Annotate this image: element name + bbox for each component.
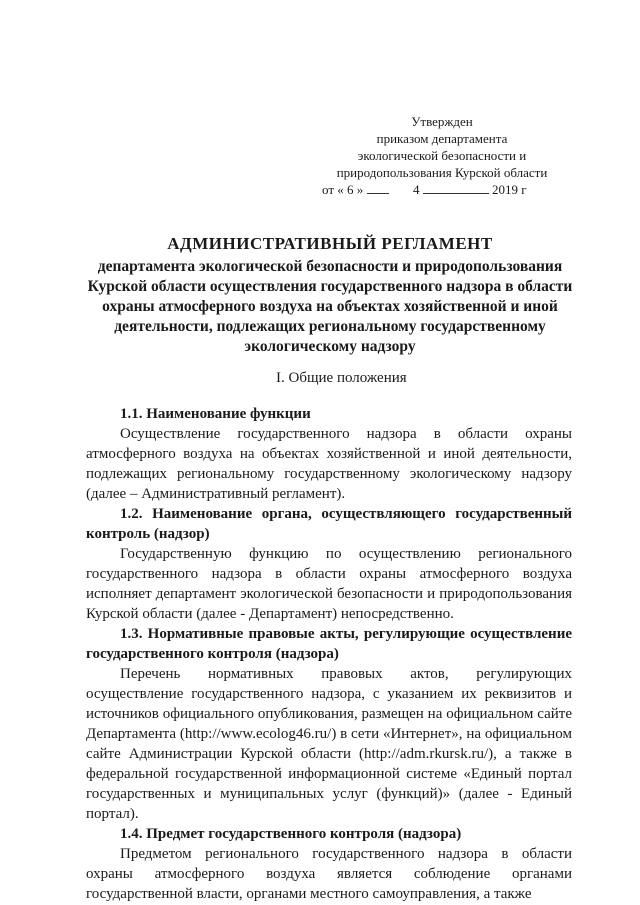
subsection-1-4: [86, 824, 572, 904]
subsection-1-2: [86, 504, 572, 624]
approval-date: [322, 181, 562, 198]
date-prefix: от: [322, 182, 335, 197]
subsection-heading: 1.2. Наименование органа, осуществляющего государственный контроль (надзор): [86, 506, 572, 542]
subsection-text: Государственную функцию по осуществлению регионального государственного надзора в области охраны атмосферного воздуха исполняет департамент экологической безопасности и природопользования Курской области (далее - Департамент) непосредственно.: [86, 546, 572, 622]
approval-line: экологической безопасности и: [357, 148, 527, 163]
date-gap: [392, 182, 410, 194]
date-blank: [367, 181, 389, 194]
document-title-block: [70, 233, 590, 357]
subsection-text: Перечень нормативных правовых актов, регулирующих осуществление государственного надзора, с указанием их реквизитов и источников официального опубликования, размещен на официальном сайте Департамента (http://www.ecolog46.ru/) в сети «Интернет», на официальном сайте Администрации Курской области (http://adm.rkursk.ru/), а также в федеральной государственной информационной системе «Единый портал государственных и муниципальных услуг (функций)» (далее - Единый портал).: [86, 666, 572, 822]
section-heading: I. Общие положения: [276, 370, 407, 386]
document-subtitle: департамента экологической безопасности и природопользования Курской области осуществления государственного надзора в области охраны атмосферного воздуха на объектах хозяйственной и иной деятельности, подлежащих региональному государственному экологическому надзору: [87, 258, 573, 355]
subsection-1-3: [86, 624, 572, 824]
date-blank: [423, 181, 489, 194]
approval-line: приказом департамента: [376, 131, 508, 146]
document-body: [86, 404, 572, 904]
subsection-heading: 1.4. Предмет государственного контроля (надзора): [120, 826, 462, 842]
subsection-text: Предметом регионального государственного надзора в области охраны атмосферного воздуха является соблюдение органами государственной власти, органами местного самоуправления, а также: [86, 846, 572, 902]
date-number: 4: [413, 182, 420, 197]
document-title: АДМИНИСТРАТИВНЫЙ РЕГЛАМЕНТ: [167, 234, 493, 253]
subsection-heading: 1.1. Наименование функции: [120, 406, 311, 422]
date-year: 2019 г: [492, 182, 527, 197]
approval-line: Утвержден: [411, 114, 473, 129]
subsection-text: Осуществление государственного надзора в области охраны атмосферного воздуха на объектах хозяйственной и иной деятельности, подлежащих региональному государственному экологическому надзору (далее – Административный регламент).: [86, 426, 572, 502]
approval-stamp: [322, 113, 562, 198]
subsection-1-1: [86, 404, 572, 504]
subsection-heading: 1.3. Нормативные правовые акты, регулирующие осуществление государственного контроля (надзора): [86, 626, 572, 662]
date-day: « 6 »: [337, 182, 364, 197]
approval-line: природопользования Курской области: [336, 165, 548, 180]
